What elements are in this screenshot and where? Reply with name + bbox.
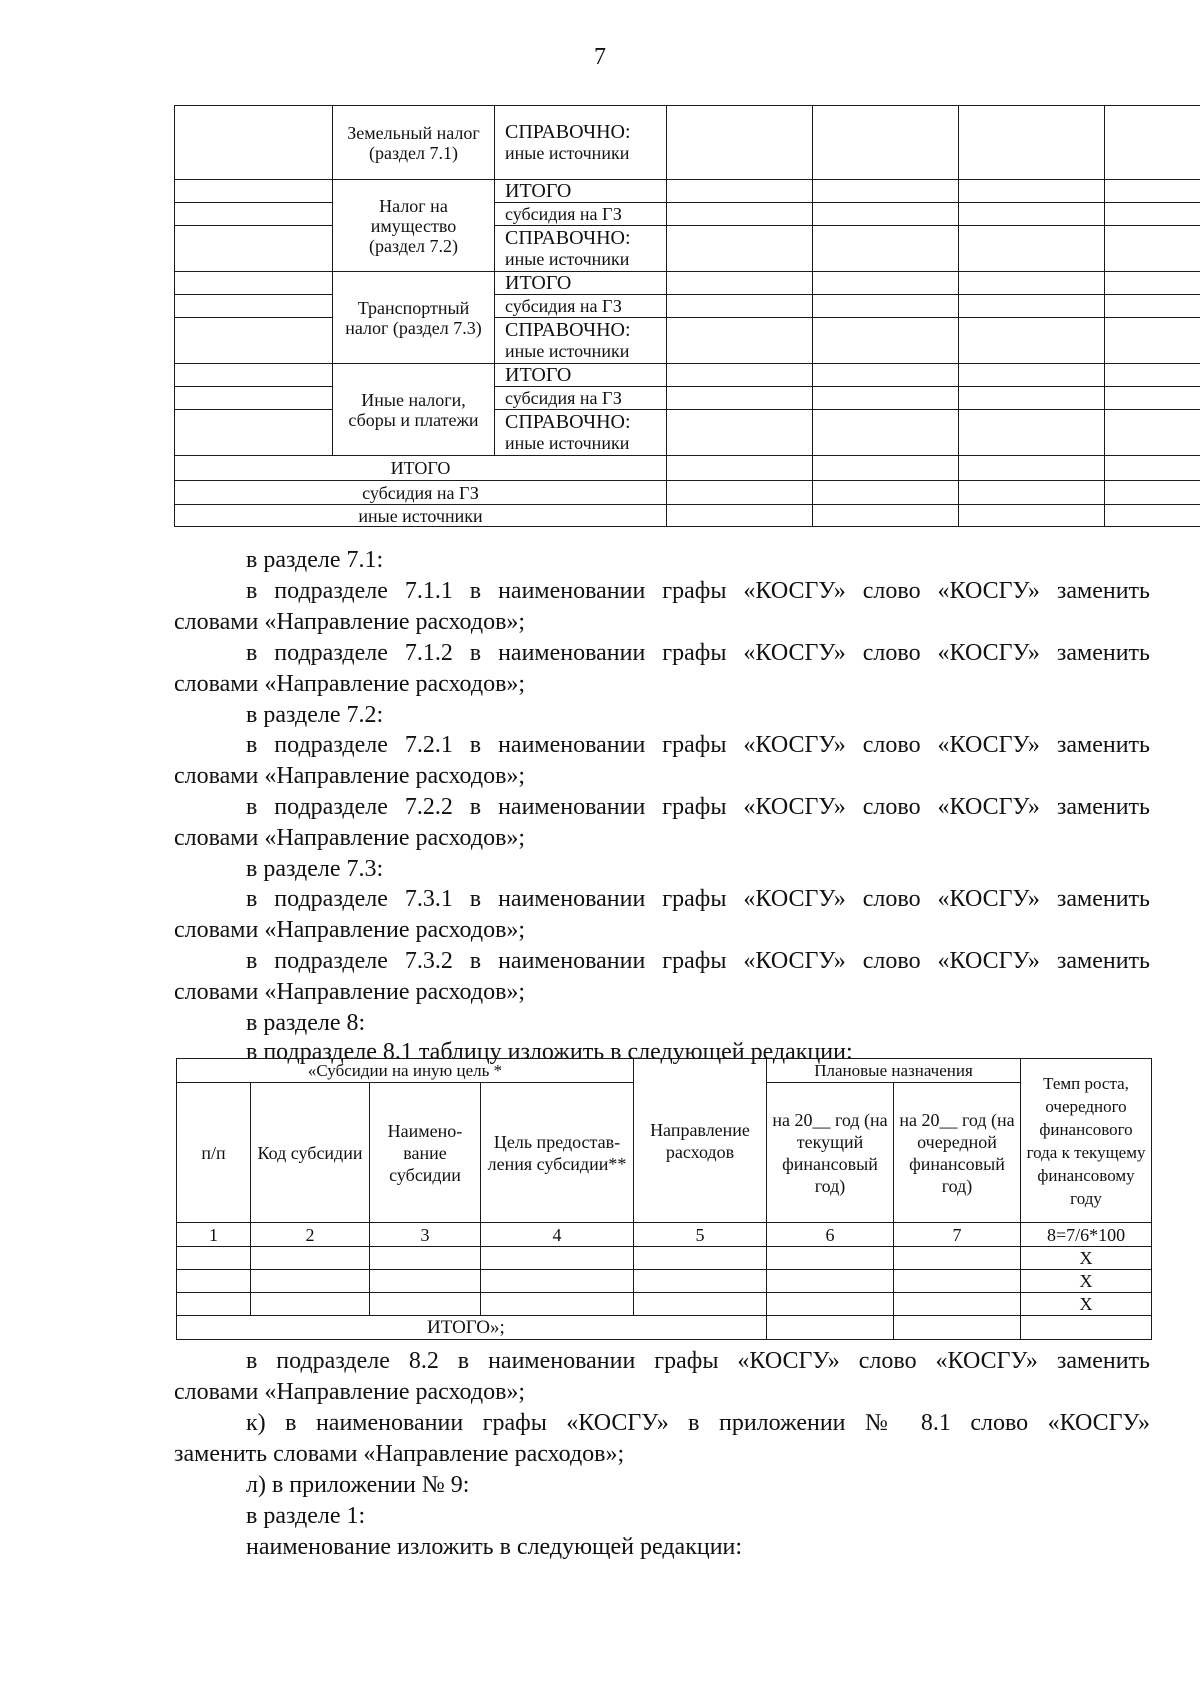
table-header-row — [177, 1059, 1152, 1083]
header-rate: Темп роста, очередного финансового года к текущему финансовому году — [1021, 1059, 1152, 1223]
paragraph-line: словами «Направление расходов»; — [174, 763, 526, 789]
row-label: ИТОГО — [495, 272, 667, 295]
row-label-bottom: иные источники — [505, 142, 630, 163]
table-cell — [959, 295, 1105, 318]
table-row — [175, 387, 1200, 410]
table-cell — [959, 106, 1105, 180]
table-cell — [667, 505, 813, 527]
paragraph: в разделе 8: — [246, 1010, 366, 1036]
row-label-top: СПРАВОЧНО: — [505, 410, 631, 433]
table-cell — [813, 505, 959, 527]
table-cell — [634, 1293, 767, 1316]
column-number: 5 — [634, 1223, 767, 1247]
table-cell — [1105, 203, 1200, 226]
table-cell — [959, 203, 1105, 226]
table-cell — [370, 1270, 481, 1293]
table-cell — [767, 1247, 894, 1270]
table-cell — [813, 226, 959, 272]
header-group: «Субсидии на иную цель * — [177, 1059, 634, 1083]
table-cell — [813, 456, 959, 481]
column-number: 2 — [251, 1223, 370, 1247]
table-cell — [813, 203, 959, 226]
table-row — [177, 1316, 1152, 1340]
table-cell — [667, 203, 813, 226]
paragraph: л) в приложении № 9: — [246, 1472, 470, 1498]
table-cell — [175, 272, 333, 295]
tax-table — [174, 105, 1200, 527]
x-mark: Х — [1021, 1293, 1152, 1316]
table-cell — [813, 410, 959, 456]
table-row — [175, 106, 1200, 180]
table-cell — [1105, 387, 1200, 410]
table-cell — [959, 180, 1105, 203]
table-row — [175, 410, 1200, 456]
column-number: 3 — [370, 1223, 481, 1247]
table-cell — [177, 1247, 251, 1270]
table-cell — [959, 226, 1105, 272]
table-cell — [894, 1247, 1021, 1270]
itogo-label: ИТОГО»; — [177, 1316, 767, 1340]
paragraph-line: в подразделе 7.2.2 в наименовании графы «КОСГУ» слово «КОСГУ» заменить — [246, 794, 1150, 820]
x-mark: Х — [1021, 1247, 1152, 1270]
table-cell — [894, 1270, 1021, 1293]
row-label — [495, 106, 667, 180]
table-row — [177, 1270, 1152, 1293]
column-number: 4 — [481, 1223, 634, 1247]
row-label: ИТОГО — [495, 180, 667, 203]
paragraph-line: словами «Направление расходов»; — [174, 979, 526, 1005]
page-number: 7 — [594, 44, 606, 70]
table-row — [175, 456, 1200, 481]
paragraph: в подразделе 8.1 таблицу изложить в следующей редакции: — [246, 1039, 853, 1065]
table-cell — [959, 272, 1105, 295]
table-cell — [813, 180, 959, 203]
row-label: субсидия на ГЗ — [495, 387, 667, 410]
table-cell — [667, 387, 813, 410]
paragraph-line: в подразделе 7.3.1 в наименовании графы «КОСГУ» слово «КОСГУ» заменить — [246, 886, 1150, 912]
paragraph-line: к) в наименовании графы «КОСГУ» в приложении № 8.1 слово «КОСГУ» — [246, 1410, 1150, 1436]
table-cell — [481, 1270, 634, 1293]
table-cell — [175, 387, 333, 410]
table-cell — [667, 364, 813, 387]
paragraph: в разделе 7.2: — [246, 702, 384, 728]
table-cell — [481, 1293, 634, 1316]
table-row — [175, 226, 1200, 272]
table-cell — [175, 318, 333, 364]
table-cell — [667, 272, 813, 295]
table-cell — [667, 456, 813, 481]
row-label-top: СПРАВОЧНО: — [505, 120, 631, 143]
total-label: субсидия на ГЗ — [175, 481, 667, 505]
table-cell — [1105, 505, 1200, 527]
table-cell — [175, 203, 333, 226]
table-cell — [1105, 364, 1200, 387]
table-cell — [1021, 1316, 1152, 1340]
table-cell — [813, 106, 959, 180]
row-label-bottom: иные источники — [505, 432, 630, 453]
paragraph-line: в подразделе 7.1.2 в наименовании графы «КОСГУ» слово «КОСГУ» заменить — [246, 640, 1150, 666]
row-label-bottom: иные источники — [505, 340, 630, 361]
table-cell — [1105, 106, 1200, 180]
table-cell — [959, 481, 1105, 505]
table-cell — [1105, 410, 1200, 456]
table-cell — [1105, 456, 1200, 481]
column-number: 6 — [767, 1223, 894, 1247]
table-row — [175, 318, 1200, 364]
table-cell — [1105, 481, 1200, 505]
header-next: на 20__ год (на очередной финансовый год) — [894, 1083, 1021, 1223]
row-label-top: СПРАВОЧНО: — [505, 226, 631, 249]
paragraph: в разделе 7.3: — [246, 856, 384, 882]
table-row — [177, 1293, 1152, 1316]
table-cell — [1105, 180, 1200, 203]
table-cell — [813, 364, 959, 387]
paragraph-line: словами «Направление расходов»; — [174, 671, 526, 697]
paragraph-line: словами «Направление расходов»; — [174, 1379, 526, 1405]
table-row — [175, 364, 1200, 387]
subsidy-table — [176, 1058, 1152, 1340]
table-cell — [813, 387, 959, 410]
table-cell — [767, 1293, 894, 1316]
group-name: Налог на имущество (раздел 7.2) — [333, 180, 495, 272]
table-cell — [667, 318, 813, 364]
column-number: 7 — [894, 1223, 1021, 1247]
paragraph: в разделе 7.1: — [246, 547, 384, 573]
column-number: 1 — [177, 1223, 251, 1247]
paragraph-line: заменить словами «Направление расходов»; — [174, 1441, 625, 1467]
table-row — [177, 1223, 1152, 1247]
row-label — [495, 318, 667, 364]
table-cell — [894, 1293, 1021, 1316]
group-name: Земельный налог (раздел 7.1) — [333, 106, 495, 180]
table-row — [177, 1247, 1152, 1270]
paragraph-line: в подразделе 7.1.1 в наименовании графы «КОСГУ» слово «КОСГУ» заменить — [246, 578, 1150, 604]
table-cell — [175, 410, 333, 456]
table-cell — [667, 410, 813, 456]
table-cell — [959, 318, 1105, 364]
group-name: Транспортный налог (раздел 7.3) — [333, 272, 495, 364]
table-cell — [667, 481, 813, 505]
table-row — [175, 481, 1200, 505]
row-label: ИТОГО — [495, 364, 667, 387]
table-row — [175, 203, 1200, 226]
table-cell — [813, 318, 959, 364]
header-pp: п/п — [177, 1083, 251, 1223]
paragraph-line: словами «Направление расходов»; — [174, 917, 526, 943]
total-label: ИТОГО — [175, 456, 667, 481]
table-cell — [634, 1270, 767, 1293]
row-label-top: СПРАВОЧНО: — [505, 318, 631, 341]
paragraph-line: словами «Направление расходов»; — [174, 825, 526, 851]
paragraph-line: в подразделе 7.2.1 в наименовании графы «КОСГУ» слово «КОСГУ» заменить — [246, 732, 1150, 758]
table-cell — [177, 1270, 251, 1293]
group-name: Иные налоги, сборы и платежи — [333, 364, 495, 456]
table-row — [175, 272, 1200, 295]
table-cell — [813, 295, 959, 318]
header-planned: Плановые назначения — [767, 1059, 1021, 1083]
table-cell — [177, 1293, 251, 1316]
row-label — [495, 410, 667, 456]
paragraph: наименование изложить в следующей редакции: — [246, 1534, 743, 1560]
table-cell — [767, 1316, 894, 1340]
table-cell — [175, 226, 333, 272]
table-cell — [251, 1293, 370, 1316]
table-cell — [175, 180, 333, 203]
table-row — [175, 295, 1200, 318]
table-cell — [251, 1247, 370, 1270]
x-mark: Х — [1021, 1270, 1152, 1293]
table-cell — [175, 364, 333, 387]
table-row — [175, 505, 1200, 527]
header-current: на 20__ год (на текущий финансовый год) — [767, 1083, 894, 1223]
table-cell — [370, 1293, 481, 1316]
table-cell — [667, 106, 813, 180]
table-cell — [959, 505, 1105, 527]
table-cell — [959, 456, 1105, 481]
header-direction: Направление расходов — [634, 1059, 767, 1223]
table-cell — [1105, 318, 1200, 364]
header-name: Наимено- вание субсидии — [370, 1083, 481, 1223]
table-cell — [1105, 272, 1200, 295]
table-cell — [1105, 226, 1200, 272]
paragraph-line: в подразделе 7.3.2 в наименовании графы «КОСГУ» слово «КОСГУ» заменить — [246, 948, 1150, 974]
paragraph-line: в подразделе 8.2 в наименовании графы «КОСГУ» слово «КОСГУ» заменить — [246, 1348, 1150, 1374]
total-label: иные источники — [175, 505, 667, 527]
table-cell — [634, 1247, 767, 1270]
header-goal: Цель предостав- ления субсидии** — [481, 1083, 634, 1223]
table-row — [175, 180, 1200, 203]
row-label-bottom: иные источники — [505, 248, 630, 269]
row-label: субсидия на ГЗ — [495, 295, 667, 318]
table-cell — [175, 106, 333, 180]
table-cell — [1105, 295, 1200, 318]
row-label — [495, 226, 667, 272]
paragraph: в разделе 1: — [246, 1503, 366, 1529]
table-cell — [481, 1247, 634, 1270]
table-cell — [959, 387, 1105, 410]
row-label: субсидия на ГЗ — [495, 203, 667, 226]
table-cell — [251, 1270, 370, 1293]
table-cell — [667, 295, 813, 318]
table-cell — [667, 226, 813, 272]
table-cell — [370, 1247, 481, 1270]
table-cell — [767, 1270, 894, 1293]
table-cell — [959, 364, 1105, 387]
table-cell — [813, 272, 959, 295]
table-cell — [813, 481, 959, 505]
table-cell — [175, 295, 333, 318]
header-code: Код субсидии — [251, 1083, 370, 1223]
table-cell — [667, 180, 813, 203]
table-cell — [894, 1316, 1021, 1340]
table-cell — [959, 410, 1105, 456]
paragraph-line: словами «Направление расходов»; — [174, 609, 526, 635]
column-number: 8=7/6*100 — [1021, 1223, 1152, 1247]
